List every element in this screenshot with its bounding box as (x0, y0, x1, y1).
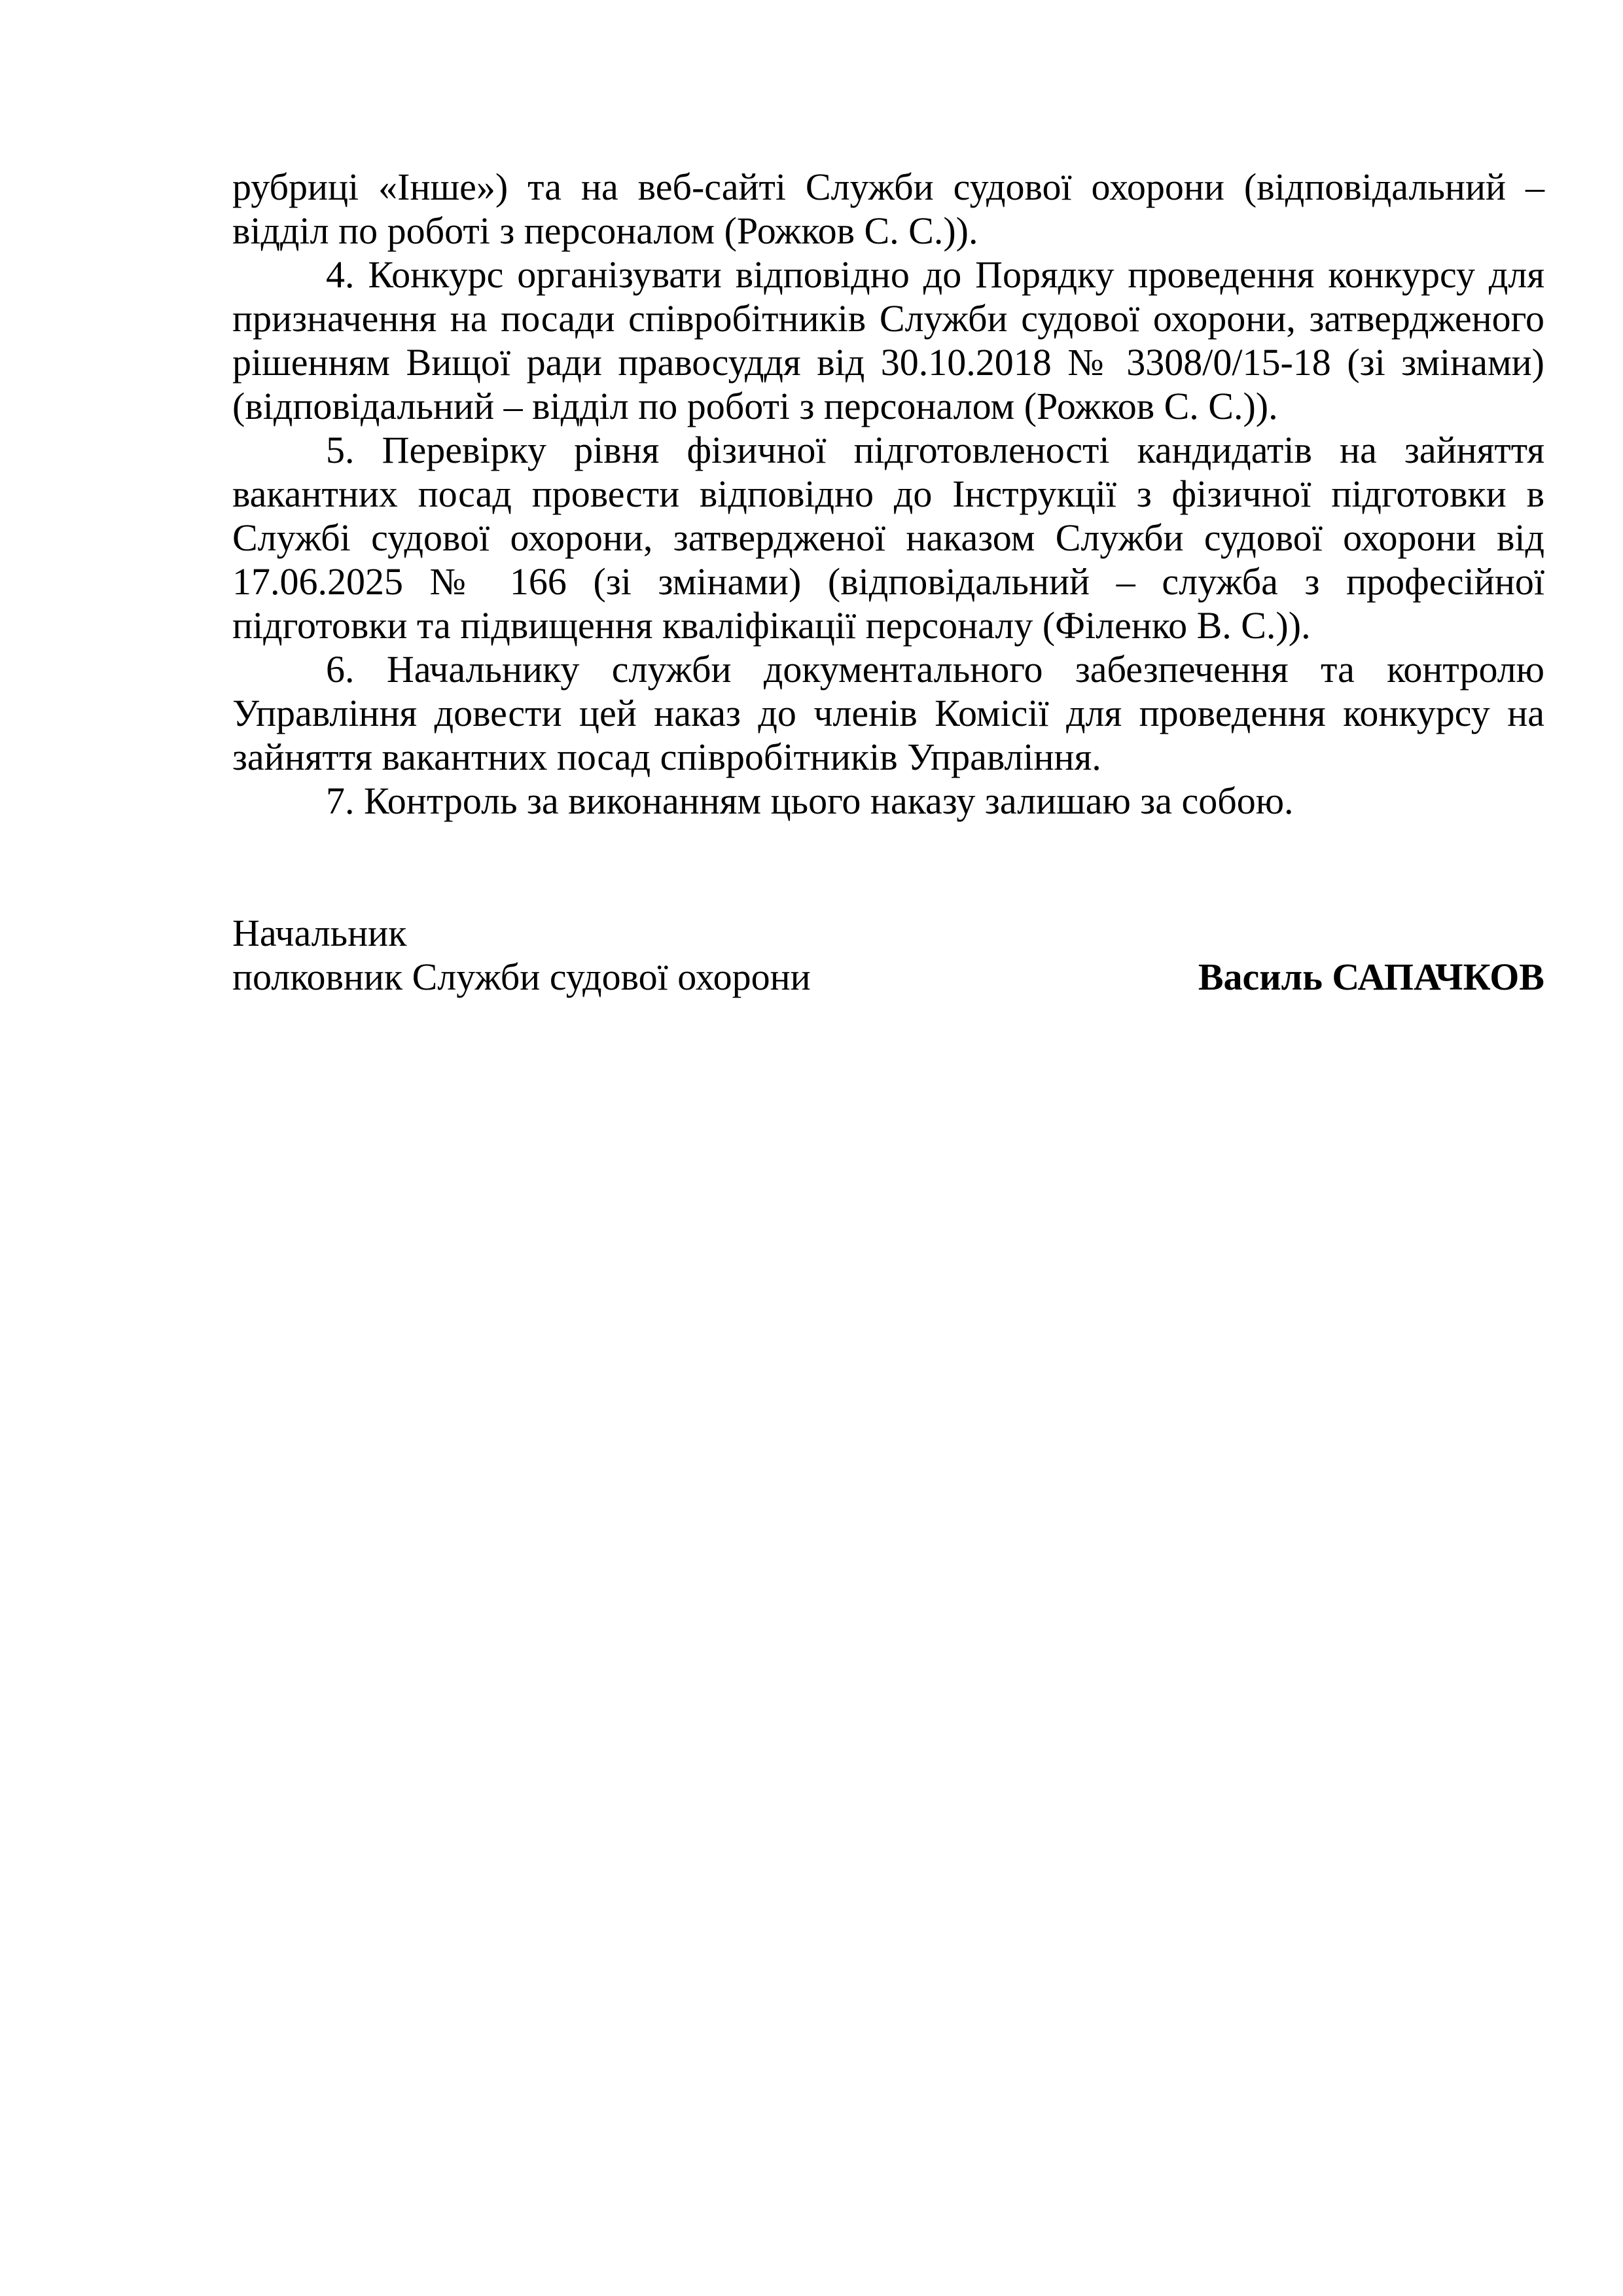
body-line-2: відділ по роботі з персоналом (Рожков С. С.)). (232, 209, 978, 252)
body-line-12: 6. Начальнику служби документального забезпечення та контролю (326, 648, 1544, 691)
body-line-14: зайняття вакантних посад співробітників Управління. (232, 736, 1101, 778)
body-line-9: Службі судової охорони, затвердженої наказом Служби судової охорони від (232, 516, 1544, 559)
body-line-4: призначення на посади співробітників Служби судової охорони, затвердженого (232, 297, 1544, 340)
body-line-7: 5. Перевірку рівня фізичної підготовленості кандидатів на зайняття (326, 429, 1544, 471)
body-line-3: 4. Конкурс організувати відповідно до Порядку проведення конкурсу для (326, 253, 1544, 296)
signatory-position-line-2: полковник Служби судової охорони (232, 956, 811, 998)
body-line-5: рішенням Вищої ради правосуддя від 30.10.2018 № 3308/0/15-18 (зі змінами) (232, 341, 1544, 384)
document-body (232, 165, 1544, 999)
signatory-name: Василь САПАЧКОВ (1198, 956, 1544, 998)
body-line-11: підготовки та підвищення кваліфікації персоналу (Філенко В. С.)). (232, 604, 1311, 647)
body-line-6: (відповідальний – відділ по роботі з персоналом (Рожков С. С.)). (232, 385, 1278, 427)
body-line-1: рубриці «Інше») та на веб-сайті Служби судової охорони (відповідальний – (232, 166, 1544, 208)
body-line-15: 7. Контроль за виконанням цього наказу залишаю за собою. (326, 780, 1294, 822)
body-line-10: 17.06.2025 № 166 (зі змінами) (відповідальний – служба з професійної (232, 560, 1544, 603)
signatory-position-line-1: Начальник (232, 912, 407, 954)
body-line-8: вакантних посад провести відповідно до Інструкції з фізичної підготовки в (232, 473, 1544, 515)
body-line-13: Управління довести цей наказ до членів Комісії для проведення конкурсу на (232, 692, 1544, 734)
signature-block (232, 911, 1544, 999)
signature-row (232, 955, 1544, 999)
